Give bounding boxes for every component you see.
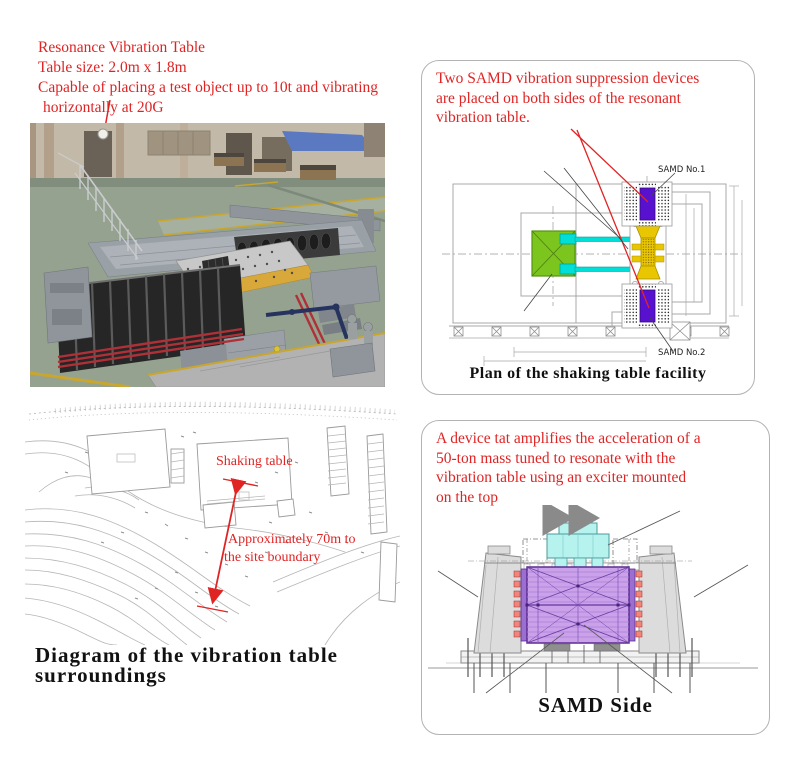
- wall-clock: [98, 129, 108, 139]
- shaking-table-label: Shaking table: [216, 454, 293, 469]
- map-caption-line: surroundings: [35, 663, 167, 687]
- boundary-tick: [197, 606, 228, 612]
- site-map: [25, 392, 400, 645]
- samd1-symbol: [640, 188, 655, 220]
- samd-mass: [521, 567, 635, 643]
- distance-label-line2: the site boundary: [224, 550, 321, 565]
- drive-rod: [575, 267, 636, 272]
- annotation-line: horizontally at 20G: [43, 99, 164, 116]
- exciter-unit: [547, 523, 609, 569]
- site-map-drawing: [25, 392, 400, 645]
- samd-box-text: [436, 429, 701, 507]
- plan-caption: Plan of the shaking table facility: [469, 365, 707, 382]
- samd-side-drawing: [428, 505, 758, 701]
- plan-text-line: Two SAMD vibration suppression devices: [436, 70, 700, 87]
- plan-text-line: are placed on both sides of the resonant: [436, 89, 681, 107]
- map-buildings: [87, 426, 397, 602]
- plan-diagram: [424, 116, 752, 366]
- plan-text-line: vibration table.: [436, 109, 530, 126]
- samd-caption: SAMD Side: [538, 693, 653, 717]
- samd-box: [421, 420, 770, 735]
- samd-text-line: 50-ton mass tuned to resonate with the: [436, 449, 676, 467]
- building-outline: [453, 184, 726, 326]
- resonance-table-annotation: [38, 38, 378, 118]
- map-caption: [35, 645, 338, 685]
- annotation-line: Capable of placing a test object up to 10t and vibrating: [38, 79, 379, 96]
- centerlines: [442, 176, 742, 331]
- distance-label-line1: Approximately 70m to: [228, 532, 356, 547]
- drive-rod: [575, 237, 636, 242]
- vibration-table-photo: [30, 123, 385, 387]
- samd1-label: SAMD No.1: [658, 165, 706, 175]
- samd-text-line: A device tat amplifies the acceleration of a: [436, 430, 701, 447]
- column-symbols: [454, 322, 729, 340]
- annotation-line: Table size: 2.0m x 1.8m: [38, 59, 187, 76]
- samd-text-line: on the top: [436, 488, 498, 506]
- annotation-line: Resonance Vibration Table: [38, 39, 206, 56]
- map-caption-line: Diagram of the vibration table: [35, 643, 338, 667]
- samd-text-line: vibration table using an exciter mounted: [436, 469, 687, 486]
- samd2-label: SAMD No.2: [658, 348, 706, 358]
- plan-box: [421, 60, 755, 395]
